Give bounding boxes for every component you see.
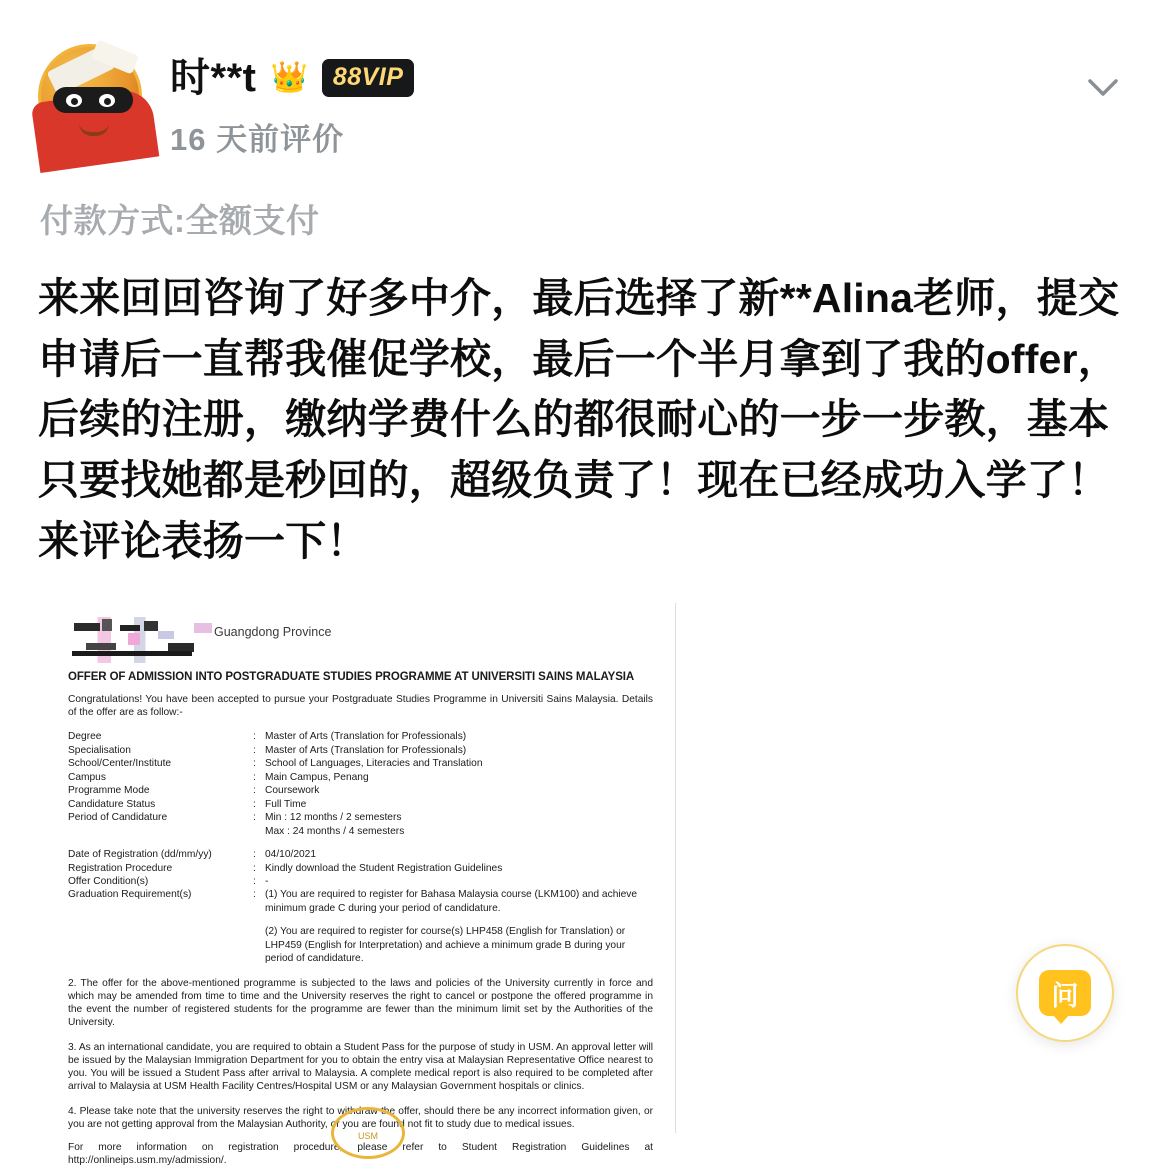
field-value: - — [265, 875, 269, 887]
table-row — [68, 784, 653, 797]
field-value: Full Time — [265, 798, 307, 810]
doc-clause-footer: For more information on registration procedure, please refer to Student Registration Guidelines at http://onlineips.usm.my/admission/. — [68, 1142, 653, 1167]
table-row — [68, 888, 653, 915]
question-bubble-icon: 问 — [1039, 970, 1091, 1016]
field-value: (2) You are required to register for course(s) LHP458 (English for Translation) or LHP459 (English for Interpretation) and achieve a minimum grade B during your period of candidature. — [265, 926, 626, 965]
field-value: Main Campus, Penang — [265, 771, 369, 783]
doc-detail-table — [68, 730, 653, 965]
ask-service-button[interactable] — [1016, 944, 1114, 1042]
field-value: Kindly download the Student Registration Guidelines — [265, 862, 503, 874]
table-row — [68, 862, 653, 875]
field-value: Max : 24 months / 4 semesters — [265, 825, 405, 837]
field-value: Min : 12 months / 2 semesters — [265, 812, 402, 824]
user-name: 时**t — [170, 56, 257, 100]
table-row — [68, 771, 653, 784]
field-label: School/Center/Institute — [68, 758, 172, 770]
field-label: Graduation Requirement(s) — [68, 889, 192, 901]
field-label: Registration Procedure — [68, 862, 173, 874]
avatar-pupil-right — [104, 98, 111, 105]
mosaic-redaction — [68, 617, 233, 663]
table-row — [68, 798, 653, 811]
field-label: Campus — [68, 771, 106, 783]
attachment-image[interactable] — [46, 603, 676, 1167]
field-colon — [253, 925, 265, 965]
field-colon: : — [253, 875, 256, 887]
field-colon: : — [253, 889, 256, 901]
offer-letter-document — [46, 603, 676, 1167]
user-name-row — [170, 58, 414, 98]
field-colon: : — [253, 849, 256, 861]
field-value: (1) You are required to register for Bahasa Malaysia course (LKM100) and achieve minimum grade C during your period of candidature. — [265, 889, 638, 914]
field-colon: : — [253, 812, 256, 824]
table-row — [68, 811, 653, 824]
field-value: School of Languages, Literacies and Translation — [265, 758, 483, 770]
field-value: Master of Arts (Translation for Professionals) — [265, 731, 467, 743]
field-colon: : — [253, 771, 256, 783]
field-label: Candidature Status — [68, 798, 156, 810]
doc-intro: Congratulations! You have been accepted to pursue your Postgraduate Studies Programme in Universiti Sains Malaysia. Details of the offer are as follow:- — [68, 694, 653, 719]
avatar-mask — [53, 87, 133, 113]
doc-province: Guangdong Province — [214, 625, 332, 640]
avatar-pupil-left — [71, 98, 78, 105]
table-row — [68, 925, 653, 965]
doc-clause-4: 4. Please take note that the university reserves the right to withdraw the offer, should there be any incorrect information given, or you are not getting approval from the Malaysian Authority, or you are found not fit to study due to medical issues. — [68, 1105, 653, 1130]
table-row — [68, 848, 653, 861]
field-label — [68, 925, 253, 965]
field-colon: : — [253, 785, 256, 797]
field-colon: : — [253, 862, 256, 874]
field-label: Specialisation — [68, 744, 131, 756]
field-colon — [253, 825, 265, 838]
field-label: Period of Candidature — [68, 812, 168, 824]
field-value: Master of Arts (Translation for Professionals) — [265, 744, 467, 756]
field-label: Programme Mode — [68, 785, 150, 797]
field-value: 04/10/2021 — [265, 849, 316, 861]
doc-clause-3: 3. As an international candidate, you are required to obtain a Student Pass for the purpose of study in USM. An approval letter will be issued by the Malaysian Immigration Department for you to obtain the entry visa at Malaysian Representative Office nearest to you. You will be issued a Student Pass after arrival to Malaysia. A complete medical report is also required to be completed after arrival to Malaysia at USM Health Facility Centres/Hospital USM or any Malaysian Government hospitals or clinics. — [68, 1041, 653, 1093]
table-row — [68, 757, 653, 770]
header-text-block — [170, 44, 414, 159]
field-label: Degree — [68, 731, 102, 743]
table-row — [68, 875, 653, 888]
doc-clause-2: 2. The offer for the above-mentioned programme is subjected to the laws and policies of the University currently in force and which may be amended from time to time and the University reserves the right to cancel or postpone the offered programme in the event the number of registered students for the programme are fewer than the minimum limit set by the Authorities of the University. — [68, 977, 653, 1029]
field-colon: : — [253, 798, 256, 810]
doc-title: OFFER OF ADMISSION INTO POSTGRADUATE STUDIES PROGRAMME AT UNIVERSITI SAINS MALAYSIA — [68, 671, 635, 684]
field-colon: : — [253, 744, 256, 756]
crown-icon: 👑 — [270, 61, 308, 94]
field-label — [68, 825, 253, 838]
payment-method: 付款方式:全额支付 — [40, 202, 320, 239]
field-colon: : — [253, 731, 256, 743]
chevron-down-icon[interactable] — [1080, 64, 1126, 110]
field-label: Date of Registration (dd/mm/yy) — [68, 849, 212, 861]
review-content: 来来回回咨询了好多中介，最后选择了新**Alina老师，提交申请后一直帮我催促学校，最后一个半月拿到了我的offer，后续的注册，缴纳学费什么的都很耐心的一步一步教，基本只要找她都是秒回的，超级负责了！现在已经成功入学了！来评论表扬一下！ — [38, 275, 1120, 564]
field-colon: : — [253, 758, 256, 770]
table-row — [68, 730, 653, 743]
vip-badge: 88VIP — [322, 59, 415, 97]
table-row — [68, 744, 653, 757]
field-label: Offer Condition(s) — [68, 875, 149, 887]
table-row — [68, 825, 653, 838]
field-value: Coursework — [265, 785, 320, 797]
review-header — [0, 0, 1170, 159]
doc-seal: USM — [331, 1107, 405, 1159]
review-time: 16 天前评价 — [170, 122, 345, 157]
avatar[interactable] — [38, 44, 142, 148]
